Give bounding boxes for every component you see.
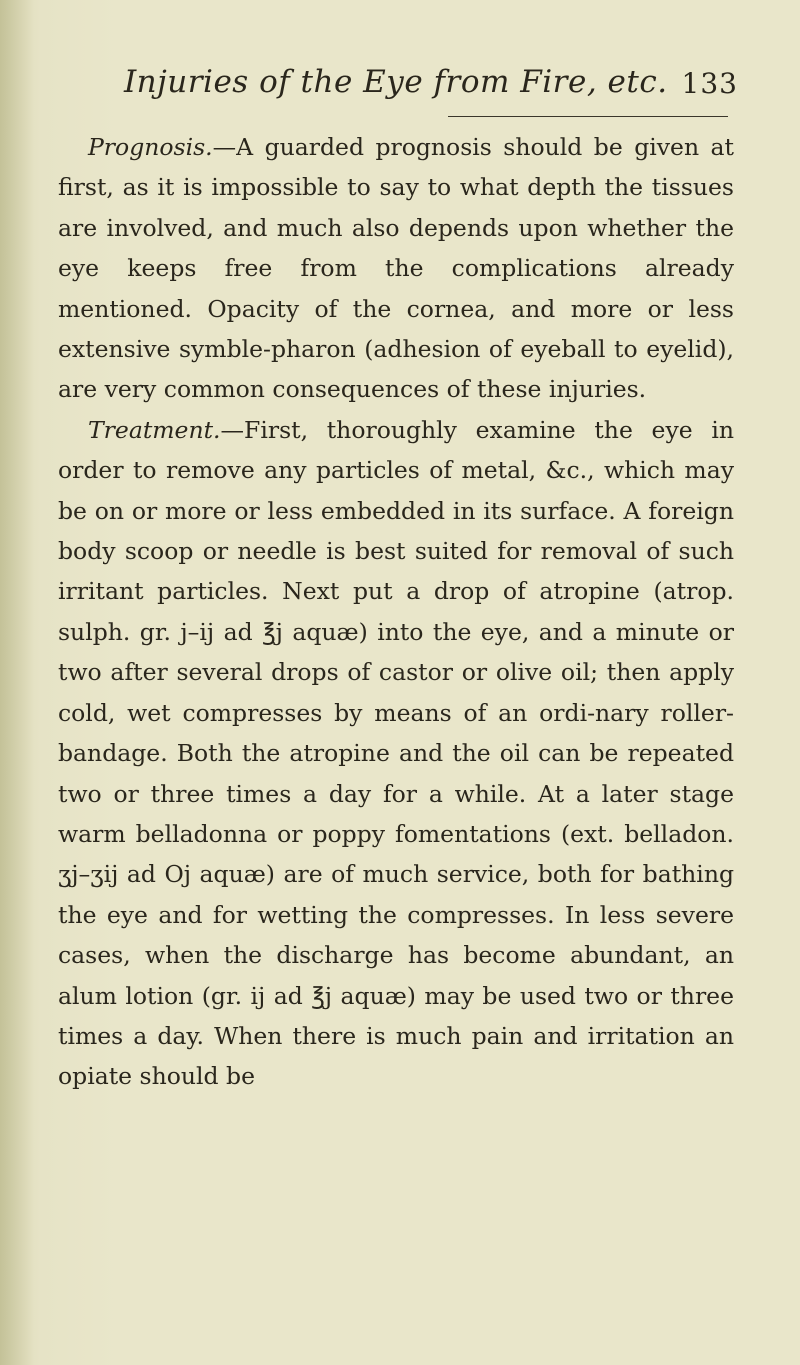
running-head-title: Injuries of the Eye from Fire, etc. [123, 64, 668, 100]
treatment-label: Treatment. [88, 415, 221, 444]
running-head [118, 44, 738, 100]
treatment-text: —First, thoroughly examine the eye in order to remove any particles of metal, &c., which may be on or more or less embedded in its surface. A foreign body scoop or needle is best suited for removal of such irritant particles. Next put a drop of atropine (atrop. sulph. gr. j–ij ad ℥j aquæ) into the eye, and a minute or two after several drops of castor or olive oil; then apply cold, wet compresses by means of an ordi-nary roller-bandage. Both the atropine and the oil can be repeated two or three times a day for a while. At a later stage warm belladonna or poppy fomentations (ext. belladon. ʒj–ʒij ad Oj aquæ) are of much service, both for bathing the eye and for wetting the compresses. In less severe cases, when the discharge has become abundant, an alum lotion (gr. ij ad ℥j aquæ) may be used two or three times a day. When there is much pain and irritation an opiate should be [58, 415, 734, 1091]
page-number: 133 [681, 67, 738, 100]
prognosis-label: Prognosis. [88, 133, 213, 161]
prognosis-text: —A guarded prognosis should be given at first, as it is impossible to say to what depth the tissues are involved, and much also depends upon whether the eye keeps free from the complications already mentioned. Opacity of the cornea, and more or less extensive symble-pharon (adhesion of eyeball to eyelid), are very common consequences of these injuries. [58, 133, 734, 404]
header-rule [448, 116, 728, 117]
page-gutter-shadow [0, 0, 34, 1365]
paragraph-treatment [58, 410, 734, 1097]
paragraph-prognosis [58, 127, 734, 410]
body-text [58, 127, 734, 1097]
